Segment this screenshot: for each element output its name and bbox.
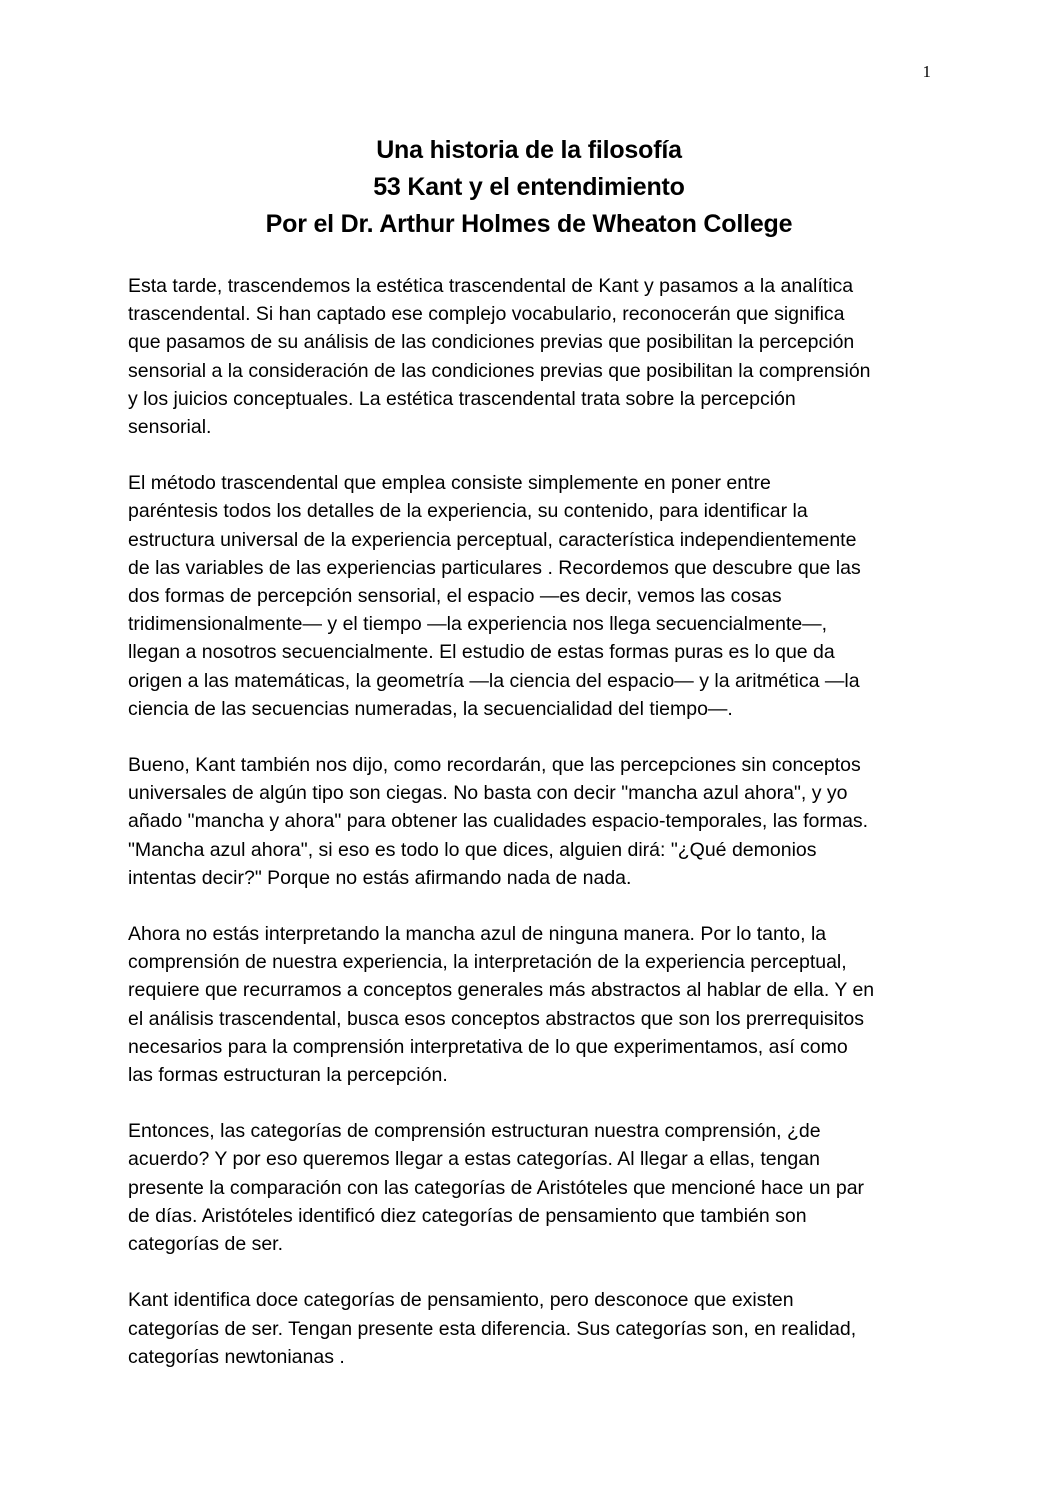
paragraph-line: dos formas de percepción sensorial, el espacio —es decir, vemos las cosas xyxy=(128,585,782,608)
paragraph-line: el análisis trascendental, busca esos conceptos abstractos que son los prerrequisitos xyxy=(128,1007,864,1030)
paragraph-line: categorías newtonianas . xyxy=(128,1345,345,1368)
paragraph-line: necesarios para la comprensión interpretativa de lo que experimentamos, así como xyxy=(128,1035,848,1058)
title-line-author: Por el Dr. Arthur Holmes de Wheaton College xyxy=(265,210,793,238)
paragraph-line: comprensión de nuestra experiencia, la interpretación de la experiencia perceptual, xyxy=(128,951,847,974)
paragraph-line: trascendental. Si han captado ese complejo vocabulario, reconocerán que significa xyxy=(128,303,845,326)
paragraph-line: tridimensionalmente— y el tiempo —la experiencia nos llega secuencialmente—, xyxy=(128,613,828,636)
paragraph-line: que pasamos de su análisis de las condiciones previas que posibilitan la percepción xyxy=(128,331,855,354)
paragraph-line: El método trascendental que emplea consiste simplemente en poner entre xyxy=(128,472,771,495)
paragraph-line: añado "mancha y ahora" para obtener las cualidades espacio-temporales, las formas. xyxy=(128,810,869,833)
paragraph-line: sensorial a la consideración de las condiciones previas que posibilitan la comprensión xyxy=(128,359,871,382)
paragraph-line: requiere que recurramos a conceptos generales más abstractos al hablar de ella. Y en xyxy=(128,979,875,1002)
paragraph-line: acuerdo? Y por eso queremos llegar a estas categorías. Al llegar a ellas, tengan xyxy=(128,1148,820,1171)
paragraph-line: universales de algún tipo son ciegas. No basta con decir "mancha azul ahora", y yo xyxy=(128,782,848,805)
paragraph xyxy=(128,1117,930,1258)
paragraph xyxy=(128,751,930,892)
paragraph-line: paréntesis todos los detalles de la experiencia, su contenido, para identificar la xyxy=(128,500,808,523)
paragraph-line: ciencia de las secuencias numeradas, la secuencialidad del tiempo—. xyxy=(128,697,733,720)
paragraph-line: de días. Aristóteles identificó diez categorías de pensamiento que también son xyxy=(128,1204,807,1227)
paragraph-line: categorías de ser. xyxy=(128,1233,284,1256)
paragraph-line: sensorial. xyxy=(128,416,212,439)
paragraph-line: estructura universal de la experiencia perceptual, característica independientemente xyxy=(128,528,857,551)
paragraph-line: Ahora no estás interpretando la mancha azul de ninguna manera. Por lo tanto, la xyxy=(128,923,827,946)
paragraph xyxy=(128,920,930,1089)
paragraph-line: categorías de ser. Tengan presente esta diferencia. Sus categorías son, en realidad, xyxy=(128,1317,857,1340)
title-line-series: Una historia de la filosofía xyxy=(376,136,682,164)
paragraph-line: Esta tarde, trascendemos la estética trascendental de Kant y pasamos a la analítica xyxy=(128,275,854,297)
paragraph-line: Kant identifica doce categorías de pensamiento, pero desconoce que existen xyxy=(128,1289,794,1312)
paragraph-line: origen a las matemáticas, la geometría —la ciencia del espacio— y la aritmética —la xyxy=(128,669,860,692)
page-number: 1 xyxy=(922,62,931,81)
document-body xyxy=(128,272,930,1399)
title-line-lecture: 53 Kant y el entendimiento xyxy=(373,173,685,201)
paragraph xyxy=(128,272,930,441)
paragraph-line: "Mancha azul ahora", si eso es todo lo que dices, alguien dirá: "¿Qué demonios xyxy=(128,838,817,861)
paragraph-line: de las variables de las experiencias particulares . Recordemos que descubre que las xyxy=(128,556,861,579)
paragraph-line: Entonces, las categorías de comprensión estructuran nuestra comprensión, ¿de xyxy=(128,1120,821,1143)
paragraph-line: las formas estructuran la percepción. xyxy=(128,1064,448,1087)
paragraph-line: Bueno, Kant también nos dijo, como recordarán, que las percepciones sin conceptos xyxy=(128,754,861,777)
paragraph-line: intentas decir?" Porque no estás afirmando nada de nada. xyxy=(128,866,632,889)
paragraph xyxy=(128,469,930,723)
paragraph xyxy=(128,1286,930,1371)
paragraph-line: y los juicios conceptuales. La estética trascendental trata sobre la percepción xyxy=(128,387,796,410)
paragraph-line: llegan a nosotros secuencialmente. El estudio de estas formas puras es lo que da xyxy=(128,641,835,664)
paragraph-line: presente la comparación con las categorías de Aristóteles que mencioné hace un par xyxy=(128,1176,865,1199)
document-title xyxy=(0,132,1058,243)
